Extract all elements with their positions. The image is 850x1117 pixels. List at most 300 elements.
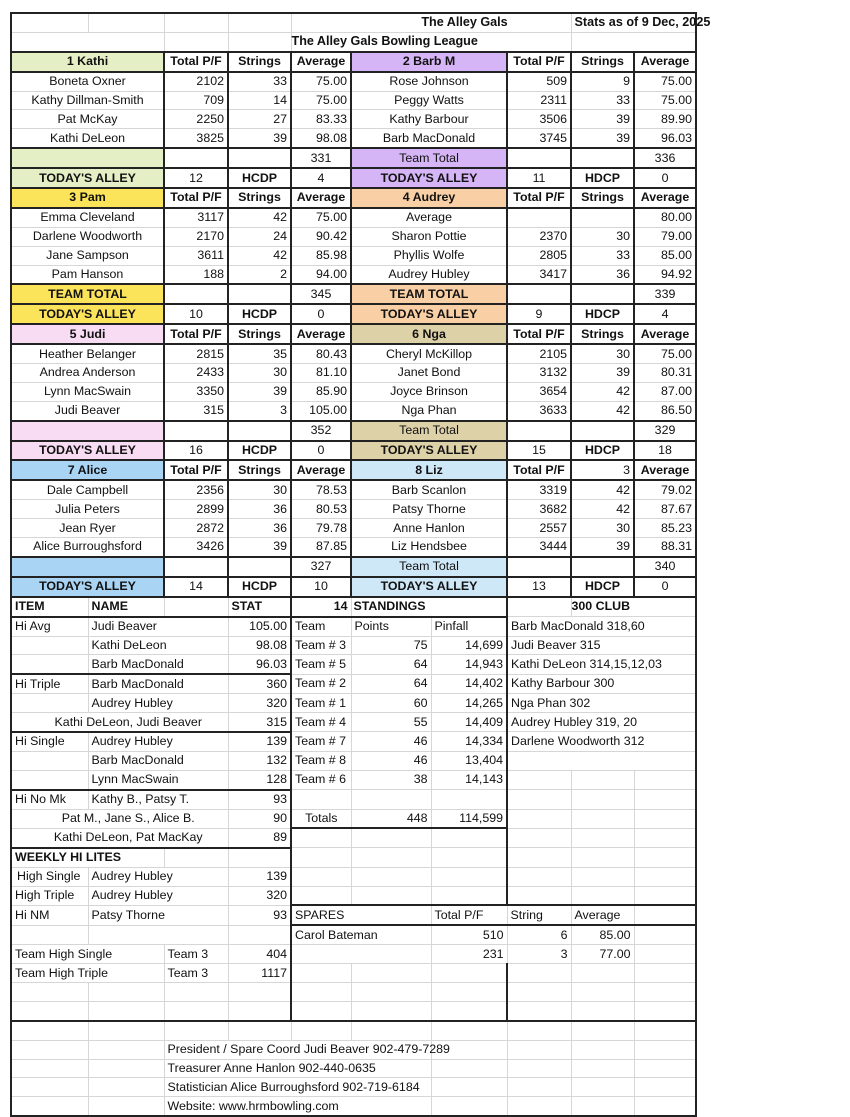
col-header-average: Average: [634, 460, 696, 480]
player-strings: 33: [571, 246, 634, 265]
team-total-value: 340: [634, 557, 696, 577]
player-name: Sharon Pottie: [351, 227, 507, 246]
standings-team: Team # 1: [291, 694, 351, 713]
cell: [11, 1001, 88, 1020]
cell: [571, 770, 634, 789]
player-strings: 39: [571, 129, 634, 148]
player-name: Julia Peters: [11, 500, 164, 519]
stat-name: Barb MacDonald: [88, 674, 228, 693]
player-total: 2815: [164, 344, 228, 363]
player-name: Janet Bond: [351, 364, 507, 383]
cell: [571, 1078, 634, 1097]
stat-item: Hi No Mk: [11, 790, 88, 809]
team-name: 5 Judi: [11, 324, 164, 344]
spare-string: 6: [507, 925, 571, 944]
club300-entry: Judi Beaver 315: [507, 636, 696, 655]
player-average: 80.43: [291, 344, 351, 363]
team-total-row: [11, 284, 696, 304]
player-name: Joyce Brinson: [351, 382, 507, 401]
player-average: 98.08: [291, 129, 351, 148]
team-total-value: 339: [634, 284, 696, 304]
cell: [507, 597, 571, 617]
standings-points: 46: [351, 732, 431, 751]
player-total: 2899: [164, 500, 228, 519]
todays-alley-label: TODAY'S ALLEY: [351, 168, 507, 188]
cell: [571, 1021, 634, 1040]
col-header-total: Total P/F: [507, 324, 571, 344]
standings-total-points: 448: [351, 809, 431, 828]
club300-entry: Kathi DeLeon 314,15,12,03: [507, 655, 696, 674]
col-header-total: Total P/F: [164, 460, 228, 480]
weekly-row: [11, 905, 696, 925]
weekly-title-row: [11, 848, 696, 867]
weekly-team: Team 3: [164, 945, 228, 964]
player-total: 709: [164, 91, 228, 110]
team-name: 6 Nga: [351, 324, 507, 344]
weekly-name: Audrey Hubley: [88, 867, 228, 886]
player-total: 3444: [507, 538, 571, 557]
col-header-average: Average: [291, 52, 351, 72]
cell: [351, 867, 431, 886]
handicap-label: HCDP: [228, 168, 291, 188]
player-name: Boneta Oxner: [11, 72, 164, 91]
player-strings: 42: [571, 480, 634, 499]
lower-row: [11, 674, 696, 693]
team-total-label: Team Total: [351, 557, 507, 577]
cell: [634, 1078, 696, 1097]
standings-pinfall: 14,334: [431, 732, 507, 751]
player-name: Anne Hanlon: [351, 519, 507, 538]
stat-name: Barb MacDonald: [88, 751, 228, 770]
contact-line: Treasurer Anne Hanlon 902-440-0635: [164, 1059, 431, 1078]
cell: [351, 886, 431, 905]
club300-entry: Nga Phan 302: [507, 694, 696, 713]
cell: [507, 421, 571, 441]
standings-team: Team # 7: [291, 732, 351, 751]
col-header-total: Total P/F: [164, 52, 228, 72]
standings-points: 46: [351, 751, 431, 770]
player-name: Liz Hendsbee: [351, 538, 507, 557]
cell: [291, 1021, 351, 1040]
player-average: 85.23: [634, 519, 696, 538]
cell: [88, 1021, 164, 1040]
cell: [164, 1001, 228, 1020]
player-row: [11, 91, 696, 110]
cell: [507, 1078, 571, 1097]
player-name: Kathy Barbour: [351, 110, 507, 129]
col-header-total: Total P/F: [507, 188, 571, 208]
todays-alley-label: TODAY'S ALLEY: [11, 577, 164, 597]
player-average: 80.00: [634, 208, 696, 227]
player-total: 3654: [507, 382, 571, 401]
cell: [11, 1059, 88, 1078]
cell: [571, 964, 634, 983]
player-row: [11, 382, 696, 401]
team-total-value: 329: [634, 421, 696, 441]
player-strings: 30: [571, 344, 634, 363]
cell: [431, 1001, 507, 1020]
player-total: 3611: [164, 246, 228, 265]
cell: [351, 983, 431, 1002]
stat-name: Lynn MacSwain: [88, 770, 228, 789]
spare-total: 231: [431, 945, 507, 964]
stat-value: 315: [228, 713, 291, 732]
spares-string-header: String: [507, 905, 571, 925]
team-name: 2 Barb M: [351, 52, 507, 72]
spare-average: 77.00: [571, 945, 634, 964]
player-strings: 36: [228, 500, 291, 519]
cell: [88, 1059, 164, 1078]
standings-pinfall: 14,409: [431, 713, 507, 732]
weekly-name: [88, 925, 228, 944]
lower-row: [11, 732, 696, 751]
cell: [351, 848, 431, 867]
player-average: 75.00: [291, 208, 351, 227]
player-total: 3350: [164, 382, 228, 401]
player-strings: 30: [571, 227, 634, 246]
player-strings: 36: [571, 265, 634, 284]
player-name: Rose Johnson: [351, 72, 507, 91]
player-total: 3426: [164, 538, 228, 557]
weekly-stat: 320: [228, 886, 291, 905]
stat-item: Hi Single: [11, 732, 88, 751]
weekly-team: Team 3: [164, 964, 228, 983]
header-row-1: [11, 13, 696, 32]
player-strings: 39: [228, 538, 291, 557]
standings-team-header: Team: [291, 617, 351, 636]
weekly-row: [11, 925, 696, 944]
player-name: Average: [351, 208, 507, 227]
weekly-hilites-title: WEEKLY HI LITES: [11, 848, 164, 867]
todays-alley-row: [11, 577, 696, 597]
cell: [507, 867, 571, 886]
team-name: 1 Kathi: [11, 52, 164, 72]
weekly-name: Patsy Thorne: [88, 905, 228, 925]
player-average: 79.00: [634, 227, 696, 246]
cell: [634, 983, 696, 1002]
spares-header: SPARES: [291, 905, 431, 925]
player-total: 188: [164, 265, 228, 284]
player-row: [11, 480, 696, 499]
player-average: 105.00: [291, 401, 351, 420]
cell: [507, 1040, 571, 1059]
player-strings: 42: [571, 500, 634, 519]
team-total-label: TEAM TOTAL: [351, 284, 507, 304]
alley-number: 10: [164, 304, 228, 324]
lower-row: [11, 790, 696, 809]
cell: [634, 1059, 696, 1078]
cell: [634, 1040, 696, 1059]
player-total: 3506: [507, 110, 571, 129]
todays-alley-label: TODAY'S ALLEY: [11, 168, 164, 188]
player-strings: 36: [228, 519, 291, 538]
cell: [507, 886, 571, 905]
weekly-item: Team High Single: [11, 945, 164, 964]
cell: [571, 867, 634, 886]
lower-row: [11, 636, 696, 655]
contact-line: Statistician Alice Burroughsford 902-719-6184: [164, 1078, 431, 1097]
player-name: Pat McKay: [11, 110, 164, 129]
alley-number: 15: [507, 441, 571, 461]
handicap-value: 10: [291, 577, 351, 597]
player-average: 85.98: [291, 246, 351, 265]
player-average: 96.03: [634, 129, 696, 148]
player-total: 3132: [507, 364, 571, 383]
cell: [431, 1021, 507, 1040]
standings-totals-label: Totals: [291, 809, 351, 828]
player-strings: 42: [228, 246, 291, 265]
player-strings: 39: [571, 110, 634, 129]
stat-name: Pat M., Jane S., Alice B.: [11, 809, 228, 828]
player-row: [11, 129, 696, 148]
handicap-value: 0: [634, 577, 696, 597]
stat-value: 320: [228, 694, 291, 713]
team-total-value: 345: [291, 284, 351, 304]
player-average: 83.33: [291, 110, 351, 129]
cell: [634, 790, 696, 809]
standings-pinfall: 14,402: [431, 674, 507, 693]
weekly-row: [11, 983, 696, 1002]
cell: [228, 1001, 291, 1020]
stat-item: [11, 636, 88, 655]
cell: [634, 945, 696, 964]
player-strings: 9: [571, 72, 634, 91]
handicap-value: 0: [291, 304, 351, 324]
team-header-row: [11, 460, 696, 480]
player-name: Lynn MacSwain: [11, 382, 164, 401]
standings-pinfall: 14,699: [431, 636, 507, 655]
cell: [431, 867, 507, 886]
player-row: [11, 344, 696, 363]
league-subtitle: The Alley Gals Bowling League: [291, 32, 571, 51]
player-row: [11, 208, 696, 227]
col-header-strings: Strings: [571, 324, 634, 344]
lower-row: [11, 770, 696, 789]
stat-item: [11, 694, 88, 713]
cell: [431, 1078, 507, 1097]
cell: [291, 886, 351, 905]
spares-average-header: Average: [571, 905, 634, 925]
col-header-strings: Strings: [228, 324, 291, 344]
cell: [507, 809, 571, 828]
cell: [431, 828, 507, 847]
todays-alley-label: TODAY'S ALLEY: [351, 304, 507, 324]
standings-pinfall-header: Pinfall: [431, 617, 507, 636]
spare-name: Carol Bateman: [291, 925, 431, 944]
player-strings: 35: [228, 344, 291, 363]
cell: [507, 790, 571, 809]
player-total: 2872: [164, 519, 228, 538]
player-total: [507, 208, 571, 227]
weekly-row: [11, 964, 696, 983]
cell: [431, 848, 507, 867]
col-header-total: Total P/F: [507, 52, 571, 72]
col-header-total: Total P/F: [507, 460, 571, 480]
standings-title: STANDINGS: [351, 597, 507, 617]
lower-row: [11, 751, 696, 770]
player-row: [11, 364, 696, 383]
league-stats-sheet: [10, 12, 711, 1117]
team-total-label: [11, 148, 164, 168]
cell: [291, 828, 351, 847]
team-total-value: 331: [291, 148, 351, 168]
player-strings: 42: [571, 382, 634, 401]
todays-alley-row: [11, 168, 696, 188]
weekly-name: Audrey Hubley: [88, 886, 228, 905]
handicap-label: HDCP: [571, 577, 634, 597]
handicap-value: 4: [291, 168, 351, 188]
cell: [431, 983, 507, 1002]
cell: [88, 1001, 164, 1020]
col-header-average: Average: [291, 324, 351, 344]
player-name: Cheryl McKillop: [351, 344, 507, 363]
player-strings: 39: [571, 538, 634, 557]
handicap-label: HCDP: [228, 577, 291, 597]
col-header-strings: Strings: [228, 460, 291, 480]
weekly-item: Hi NM: [11, 905, 88, 925]
stat-name: Audrey Hubley: [88, 694, 228, 713]
stat-name: Kathi DeLeon, Judi Beaver: [11, 713, 228, 732]
player-name: Jean Ryer: [11, 519, 164, 538]
player-strings: 3: [228, 401, 291, 420]
stats-date: Stats as of 9 Dec, 2025: [571, 13, 696, 32]
player-row: [11, 401, 696, 420]
team-total-row: [11, 148, 696, 168]
standings-points: 55: [351, 713, 431, 732]
cell: [88, 983, 164, 1002]
standings-points: 75: [351, 636, 431, 655]
cell: [571, 148, 634, 168]
col-header-total: Total P/F: [164, 324, 228, 344]
player-strings: 39: [571, 364, 634, 383]
player-name: Nga Phan: [351, 401, 507, 420]
cell: [351, 790, 431, 809]
team-total-row: [11, 557, 696, 577]
cell: [351, 1001, 431, 1020]
cell: [164, 1021, 228, 1040]
player-average: 80.53: [291, 500, 351, 519]
weekly-item: High Triple: [11, 886, 88, 905]
club300-entry: Darlene Woodworth 312: [507, 732, 696, 751]
player-average: 85.90: [291, 382, 351, 401]
cell: [634, 886, 696, 905]
player-total: 2105: [507, 344, 571, 363]
player-average: 89.90: [634, 110, 696, 129]
weekly-row: [11, 945, 696, 964]
player-average: 79.78: [291, 519, 351, 538]
cell: [507, 284, 571, 304]
player-total: 2170: [164, 227, 228, 246]
player-average: 87.67: [634, 500, 696, 519]
col-header-average: Average: [291, 460, 351, 480]
player-total: 2805: [507, 246, 571, 265]
stat-value: 90: [228, 809, 291, 828]
team-name: 7 Alice: [11, 460, 164, 480]
col-header-strings: 3: [571, 460, 634, 480]
spare-average: 85.00: [571, 925, 634, 944]
stat-item: [11, 751, 88, 770]
team-total-value: 327: [291, 557, 351, 577]
handicap-label: HDCP: [571, 304, 634, 324]
player-strings: 33: [571, 91, 634, 110]
cell: [291, 867, 351, 886]
header-row-2: [11, 32, 696, 51]
contact-line: Website: www.hrmbowling.com: [164, 1097, 431, 1116]
cell: [507, 848, 571, 867]
club300-entry: Audrey Hubley 319, 20: [507, 713, 696, 732]
club300-entry: Barb MacDonald 318,60: [507, 617, 696, 636]
todays-alley-label: TODAY'S ALLEY: [351, 441, 507, 461]
weekly-stat: 1117: [228, 964, 291, 983]
stat-value: 105.00: [228, 617, 291, 636]
stat-item: Hi Avg: [11, 617, 88, 636]
cell: [291, 848, 351, 867]
standings-total-pinfall: 114,599: [431, 809, 507, 828]
player-strings: 30: [571, 519, 634, 538]
stat-item: Hi Triple: [11, 674, 88, 693]
lower-row: [11, 617, 696, 636]
contact-row: [11, 1059, 696, 1078]
stat-value: 93: [228, 790, 291, 809]
player-average: 87.85: [291, 538, 351, 557]
stat-value: 89: [228, 828, 291, 847]
cell: [228, 421, 291, 441]
cell: [571, 284, 634, 304]
team-total-label: [11, 421, 164, 441]
lower-row: [11, 828, 696, 847]
weekly-row: [11, 867, 696, 886]
player-strings: 30: [228, 364, 291, 383]
player-average: 75.00: [634, 91, 696, 110]
cell: [11, 1078, 88, 1097]
cell: [634, 1021, 696, 1040]
weekly-item: High Single: [11, 867, 88, 886]
standings-team: Team # 3: [291, 636, 351, 655]
col-header-strings: Strings: [571, 52, 634, 72]
standings-pinfall: 14,143: [431, 770, 507, 789]
player-total: 2356: [164, 480, 228, 499]
contact-row: [11, 1078, 696, 1097]
team-header-row: [11, 324, 696, 344]
col-header-strings: Strings: [228, 52, 291, 72]
stat-item: [11, 770, 88, 789]
handicap-value: 0: [634, 168, 696, 188]
team-header-row: [11, 52, 696, 72]
alley-number: 13: [507, 577, 571, 597]
col-header-average: Average: [634, 188, 696, 208]
col-header-average: Average: [291, 188, 351, 208]
player-row: [11, 265, 696, 284]
player-strings: 14: [228, 91, 291, 110]
team-total-value: 336: [634, 148, 696, 168]
club300-entry: [507, 751, 696, 770]
alley-number: 16: [164, 441, 228, 461]
player-total: 3825: [164, 129, 228, 148]
handicap-value: 18: [634, 441, 696, 461]
cell: [11, 1040, 88, 1059]
player-total: 3682: [507, 500, 571, 519]
player-row: [11, 246, 696, 265]
cell: [228, 557, 291, 577]
player-strings: 2: [228, 265, 291, 284]
cell: [164, 983, 228, 1002]
standings-points: 60: [351, 694, 431, 713]
todays-alley-label: TODAY'S ALLEY: [11, 441, 164, 461]
player-strings: 33: [228, 72, 291, 91]
cell: [351, 828, 431, 847]
cell: [571, 828, 634, 847]
standings-team: Team # 8: [291, 751, 351, 770]
